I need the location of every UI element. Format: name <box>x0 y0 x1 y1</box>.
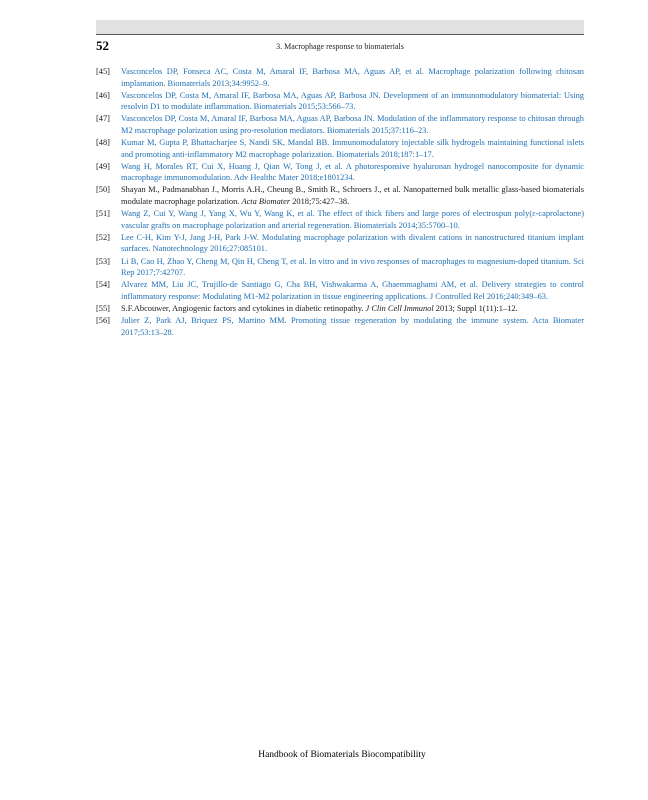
reference-link[interactable]: Julier Z, Park AJ, Briquez PS, Martino MM. Promoting tissue regeneration by modulating the immune system. Acta Biomater 2017;53:13–28. <box>121 315 584 337</box>
reference-number: [46] <box>96 90 110 100</box>
reference-item <box>96 66 584 89</box>
reference-text <box>121 304 518 313</box>
reference-link[interactable]: Li B, Cao H, Zhao Y, Cheng M, Qin H, Cheng T, et al. In vitro and in vivo responses of macrophages to magnesium-doped titanium. Sci Rep 2017;7:42707. <box>121 256 584 278</box>
reference-number: [51] <box>96 209 110 219</box>
page-number: 52 <box>96 38 109 53</box>
reference-link[interactable]: Kumar M, Gupta P, Bhattacharjee S, Nandi SK, Mandal BB. Immunomodulatory injectable silk hydrogels maintaining functional islets and promoting anti-inflammatory M2 macrophage polarization. Biomaterials 2018;187:1–17. <box>121 138 584 159</box>
reference-number: [49] <box>96 161 110 171</box>
reference-item <box>96 256 584 279</box>
reference-number: [48] <box>96 138 110 148</box>
reference-number: [47] <box>96 114 110 124</box>
reference-number: [52] <box>96 232 110 242</box>
reference-link[interactable]: Alvarez MM, Liu JC, Trujillo-de Santiago G, Cha BH, Vishwakarma A, Ghaemmaghami AM, et al. Delivery strategies to control inflammatory response: Modulating M1-M2 polarization in tissue engineering applications. J Controlled Rel 2016;240:349–63. <box>121 280 584 301</box>
reference-number: [56] <box>96 315 110 325</box>
reference-number: [53] <box>96 256 110 266</box>
reference-link[interactable]: Wang Z, Cui Y, Wang J, Yang X, Wu Y, Wang K, et al. The effect of thick fibers and large pores of electrospun poly(ε-caprolactone) vascular grafts on macrophage polarization and arterial regeneration. Biomaterials 2014;35:5700–10. <box>121 209 584 230</box>
reference-text-after: 2013; Suppl 1(11):1–12. <box>433 303 518 313</box>
reference-number: [50] <box>96 185 110 195</box>
reference-item <box>96 315 584 338</box>
reference-journal: Acta Biomater <box>241 197 291 207</box>
reference-link[interactable]: Vasconcelos DP, Fonseca AC, Costa M, Amaral IF, Barbosa MA, Aguas AP, et al. Macrophage polarization following chitosan implantation. Biomaterials 2013;34:9952–9. <box>121 67 584 88</box>
header-band <box>96 20 584 34</box>
reference-text-after: 2018;75:427–38. <box>290 197 350 207</box>
reference-list <box>96 66 584 339</box>
reference-link[interactable]: Lee C-H, Kim Y-J, Jang J-H, Park J-W. Modulating macrophage polarization with divalent cations in nanostructured titanium implant surfaces. Nanotechnology 2016;27:085101. <box>121 232 584 254</box>
reference-number: [45] <box>96 67 110 76</box>
reference-number: [54] <box>96 280 110 290</box>
reference-item <box>96 137 584 160</box>
reference-item <box>96 279 584 302</box>
reference-item <box>96 161 584 184</box>
reference-link[interactable]: Vasconcelos DP, Costa M, Amaral IF, Barbosa MA, Aguas AP, Barbosa JN. Modulation of the inflammatory response to chitosan through M2 macrophage polarization using pro-resolution mediators. Biomaterials 2015;37:116–23. <box>121 114 584 135</box>
reference-item <box>96 90 584 113</box>
reference-item <box>96 303 584 315</box>
reference-text-before: Shayan M., Padmanabhan J., Morris A.H., Cheung B., Smith R., Schroers J., et al. Nanopatterned bulk metallic glass-based biomaterials modulate macrophage polarization. <box>121 185 584 207</box>
reference-journal: J Clin Cell Immunol <box>365 303 434 313</box>
reference-item <box>96 184 584 207</box>
reference-item <box>96 113 584 136</box>
reference-link[interactable]: Wang H, Morales RT, Cui X, Huang J, Qian W, Tong J, et al. A photoresponsive hyaluronan hydrogel nanocomposite for dynamic macrophage immunomodulation. Adv Healthc Mater 2018;e1801234. <box>121 161 584 183</box>
reference-number: [55] <box>96 303 110 313</box>
book-title-footer: Handbook of Biomaterials Biocompatibility <box>258 750 426 760</box>
header-rule <box>96 34 584 35</box>
reference-text-before: S.F.Abcouwer, Angiogenic factors and cytokines in diabetic retinopathy. <box>121 303 366 313</box>
reference-link[interactable]: Vasconcelos DP, Costa M, Amaral IF, Barbosa MA, Aguas AP, Barbosa JN. Development of an immunomodulatory biomaterial: Using resolvin D1 to modulate inflammation. Biomaterials 2015;53:566–73. <box>121 90 584 112</box>
reference-text <box>121 185 584 206</box>
reference-item <box>96 208 584 231</box>
running-title: 3. Macrophage response to biomaterials <box>276 42 404 51</box>
reference-item <box>96 232 584 255</box>
